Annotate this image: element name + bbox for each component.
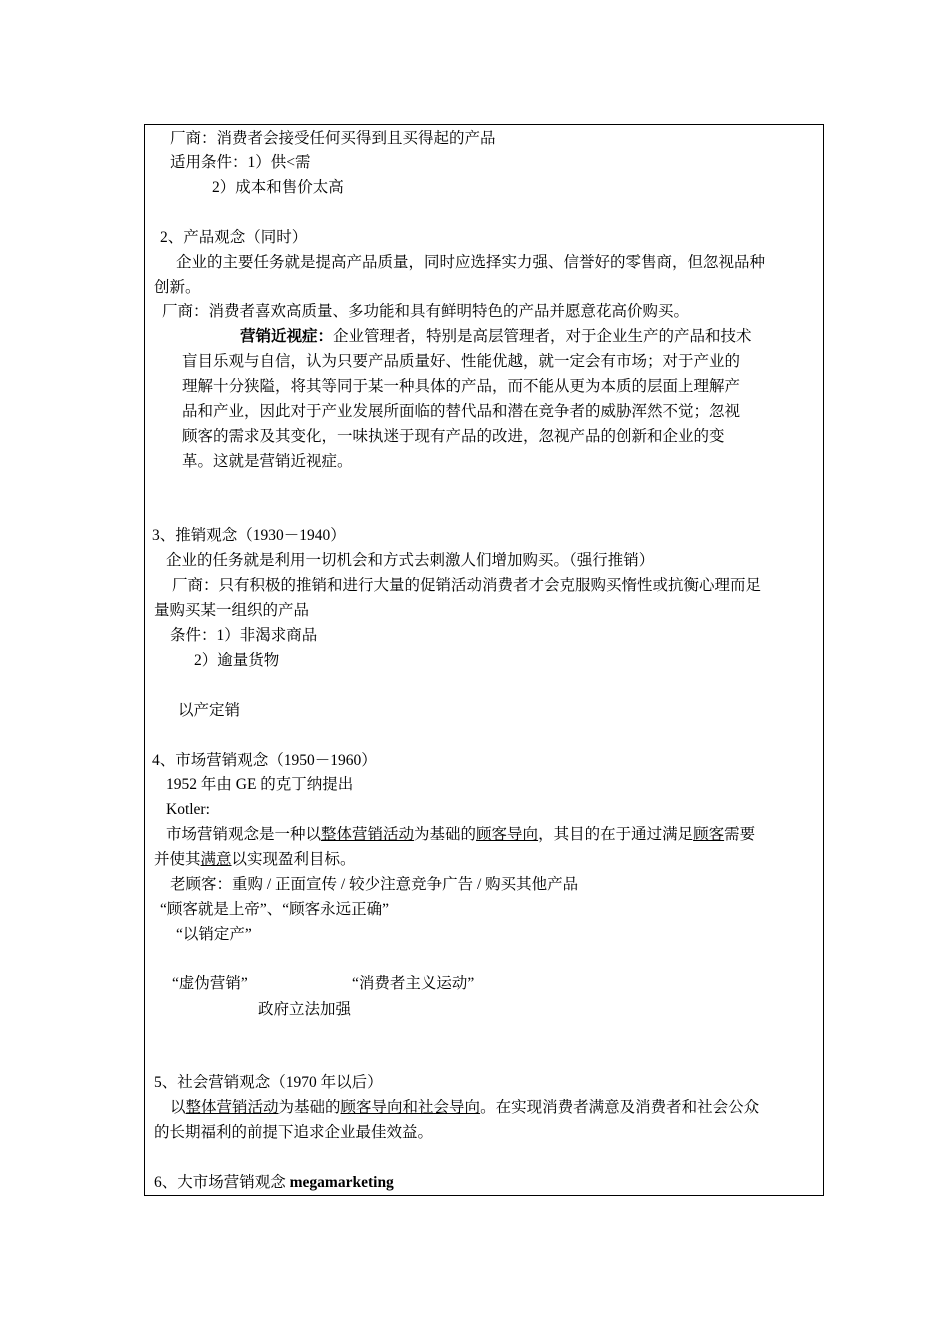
text-span: 为基础的: [414, 826, 477, 843]
text-line: 理解十分狭隘，将其等同于某一种具体的产品，而不能从更为本质的层面上理解产: [182, 378, 741, 395]
text-span: ，其目的在于通过满足: [538, 826, 694, 843]
text-span: 。在实现消费者满意及消费者和社会公众: [480, 1099, 760, 1116]
text-line: [240, 325, 752, 349]
text-line: “消费者主义运动”: [352, 975, 475, 992]
term-bold: 营销近视症：: [240, 328, 334, 345]
section-heading: 5、社会营销观念（1970 年以后）: [154, 1074, 383, 1091]
underlined-term: 顾客: [693, 826, 725, 843]
section-heading: [154, 1171, 394, 1195]
text-line: 老顾客：重购 / 正面宣传 / 较少注意竞争广告 / 购买其他产品: [170, 876, 579, 893]
underlined-term: 满意: [200, 851, 232, 868]
section-heading: 3、推销观念（1930－1940）: [152, 527, 346, 544]
text-line: 企业的任务就是利用一切机会和方式去刺激人们增加购买。（强行推销）: [166, 552, 655, 569]
text-line: 1952 年由 GE 的克丁纳提出: [166, 776, 354, 793]
text-span: 以实现盈利目标。: [231, 851, 356, 868]
underlined-term: 顾客导向和社会导向: [340, 1099, 481, 1116]
text-line: “虚伪营销”: [172, 975, 248, 992]
text-line: 厂商：消费者会接受任何买得到且买得起的产品: [170, 130, 496, 147]
text-span: 市场营销观念是一种以: [166, 826, 322, 843]
text-line: 的长期福利的前提下追求企业最佳效益。: [154, 1124, 434, 1141]
text-line: 量购买某一组织的产品: [154, 602, 310, 619]
section-heading: 4、市场营销观念（1950－1960）: [152, 752, 377, 769]
underlined-term: 整体营销活动: [321, 826, 415, 843]
text-span: 为基础的: [278, 1099, 341, 1116]
underlined-term: 整体营销活动: [185, 1099, 279, 1116]
text-span: 以: [170, 1099, 186, 1116]
text-line: 品和产业，因此对于产业发展所面临的替代品和潜在竞争者的威胁浑然不觉；忽视: [182, 403, 741, 420]
term-bold: megamarketing: [289, 1174, 394, 1191]
text-line: 2）逾量货物: [194, 652, 280, 669]
text-span: 需要: [724, 826, 756, 843]
text-line: 政府立法加强: [258, 1001, 352, 1018]
text-line: 创新。: [154, 279, 201, 296]
text-line: 企业的主要任务就是提高产品质量，同时应选择实力强、信誉好的零售商，但忽视品种: [176, 254, 766, 271]
text-line: 革。这就是营销近视症。: [182, 453, 353, 470]
text-line: 2）成本和售价太高: [212, 179, 344, 196]
text-line: [154, 848, 356, 872]
text-line: 适用条件：1）供<需: [170, 154, 311, 171]
text-span: 6、大市场营销观念: [154, 1174, 286, 1191]
text-line: [166, 823, 755, 847]
text-line: 厂商：只有积极的推销和进行大量的促销活动消费者才会克服购买惰性或抗衡心理而足: [172, 577, 762, 594]
text-line: 顾客的需求及其变化，一味执迷于现有产品的改进，忽视产品的创新和企业的变: [182, 428, 725, 445]
text-line: [170, 1096, 759, 1120]
text-span: 企业管理者，特别是高层管理者，对于企业生产的产品和技术: [333, 328, 752, 345]
text-line: 厂商：消费者喜欢高质量、多功能和具有鲜明特色的产品并愿意花高价购买。: [162, 303, 690, 320]
underlined-term: 顾客导向: [476, 826, 539, 843]
text-line: 以产定销: [178, 702, 241, 719]
text-line: “顾客就是上帝”、“顾客永远正确”: [160, 901, 390, 918]
text-line: 盲目乐观与自信，认为只要产品质量好、性能优越，就一定会有市场；对于产业的: [182, 353, 741, 370]
text-span: 并使其: [154, 851, 201, 868]
text-line: “以销定产”: [176, 926, 252, 943]
section-heading: 2、产品观念（同时）: [160, 229, 308, 246]
text-line: 条件：1）非渴求商品: [170, 627, 318, 644]
text-line: Kotler:: [166, 801, 210, 818]
